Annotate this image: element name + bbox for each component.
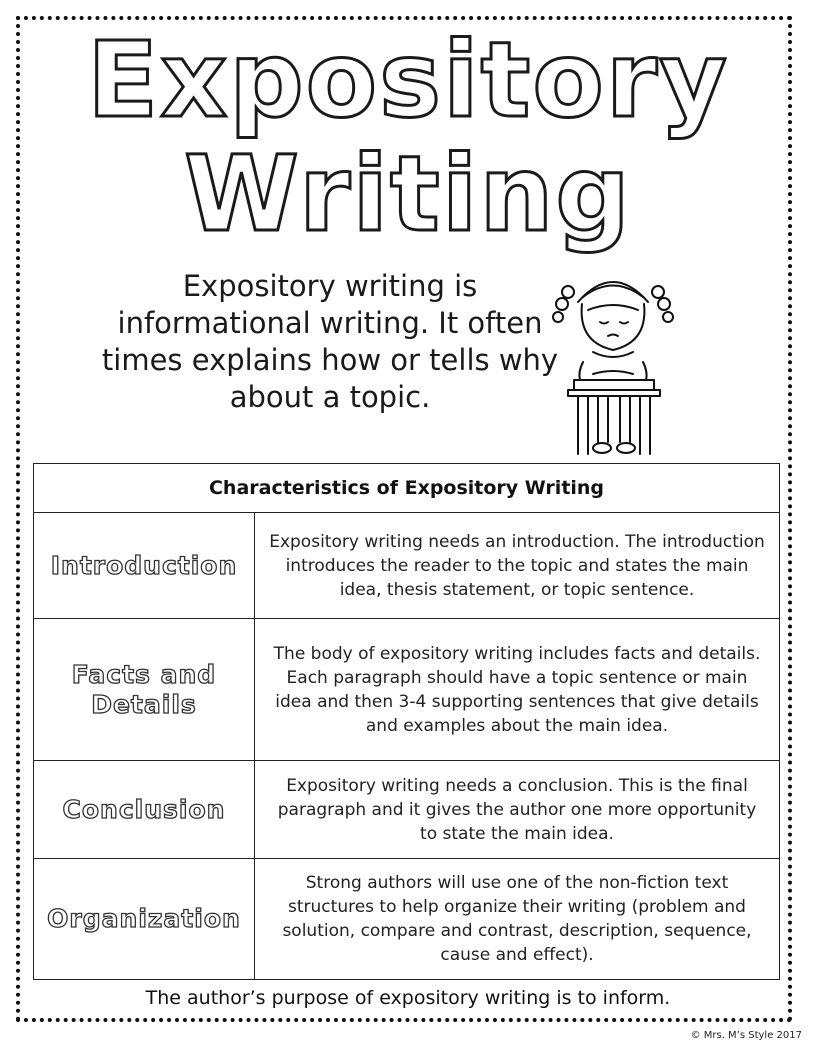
characteristics-table — [33, 463, 780, 980]
term-organization: Organization — [34, 859, 255, 980]
term-conclusion: Conclusion — [34, 761, 255, 859]
description-facts-and-details: The body of expository writing includes facts and details. Each paragraph should have a topic sentence or main idea and then 3-4 supporting sentences that give details and examples about the main idea. — [255, 619, 780, 761]
description-conclusion: Expository writing needs a conclusion. This is the final paragraph and it gives the author one more opportunity to state the main idea. — [255, 761, 780, 859]
description-organization: Strong authors will use one of the non-fiction text structures to help organize their writing (problem and solution, compare and contrast, description, sequence, cause and effect). — [255, 859, 780, 980]
table-row — [34, 513, 780, 619]
term-facts-and-details: Facts and Details — [34, 619, 255, 761]
table-row — [34, 761, 780, 859]
table-row — [34, 619, 780, 761]
title-line-1: Expository — [87, 19, 729, 141]
table-header: Characteristics of Expository Writing — [34, 464, 780, 513]
copyright-text: © Mrs. M’s Style 2017 — [690, 1030, 802, 1041]
student-at-desk-icon — [538, 262, 688, 462]
table-row — [34, 859, 780, 980]
title-line-2: Writing — [184, 133, 632, 255]
term-introduction: Introduction — [34, 513, 255, 619]
description-introduction: Expository writing needs an introduction. The introduction introduces the reader to the topic and states the main idea, thesis statement, or topic sentence. — [255, 513, 780, 619]
author-purpose-text: The author’s purpose of expository writing is to inform. — [145, 987, 671, 1009]
intro-text: Expository writing is informational writing. It often times explains how or tells why about a topic. — [101, 269, 559, 414]
